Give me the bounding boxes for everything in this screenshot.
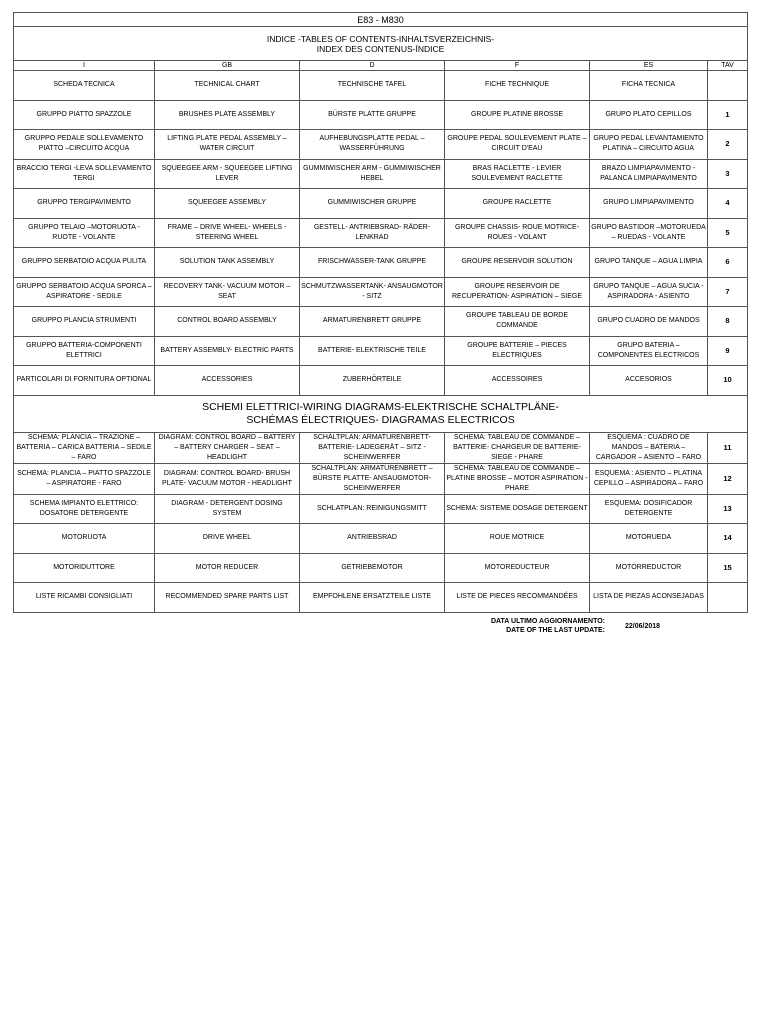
- wiring-row: [14, 553, 748, 583]
- cell-tav: 15: [708, 553, 748, 583]
- lang-header-gb: GB: [155, 61, 300, 71]
- cell-i: GRUPPO TERGIPAVIMENTO: [14, 189, 155, 219]
- cell-es: GRUPO BATERIA – COMPONENTES ELECTRICOS: [590, 336, 708, 366]
- cell-es: GRUPO CUADRO DE MANDOS: [590, 307, 708, 337]
- table-row: [14, 189, 748, 219]
- table-row: [14, 100, 748, 130]
- table-row: [14, 248, 748, 278]
- cell-tav: 9: [708, 336, 748, 366]
- cell-d: FRISCHWASSER-TANK GRUPPE: [300, 248, 445, 278]
- cell-i: BRACCIO TERGI -LEVA SOLLEVAMENTO TERGI: [14, 159, 155, 189]
- table-row: [14, 218, 748, 248]
- cell-es: ESQUEMA : CUADRO DE MANDOS – BATERIA – CARGADOR – ASIENTO – FARO: [590, 432, 708, 463]
- last-update-label: [425, 617, 605, 635]
- cell-i: SCHEMA: PLANCIA – PIATTO SPAZZOLE – ASPIRATORE - FARO: [14, 463, 155, 494]
- cell-tav: 1: [708, 100, 748, 130]
- cell-f: BRAS RACLETTE - LEVIER SOULEVEMENT RACLETTE: [445, 159, 590, 189]
- wiring-row: [14, 463, 748, 494]
- cell-f: GROUPE PLATINE BROSSE: [445, 100, 590, 130]
- table-row: [14, 277, 748, 307]
- cell-f: GROUPE PEDAL SOULEVEMENT PLATE – CIRCUIT D'EAU: [445, 130, 590, 160]
- cell-es: ESQUEMA: DOSIFICADOR DETERGENTE: [590, 494, 708, 524]
- cell-gb: DRIVE WHEEL: [155, 524, 300, 554]
- cell-tav: 8: [708, 307, 748, 337]
- cell-i: MOTORIDUTTORE: [14, 553, 155, 583]
- cell-tav: 14: [708, 524, 748, 554]
- cell-tav: 13: [708, 494, 748, 524]
- cell-gb: ACCESSORIES: [155, 366, 300, 396]
- cell-d: EMPFOHLENE ERSATZTEILE LISTE: [300, 583, 445, 613]
- wiring-row: [14, 524, 748, 554]
- cell-f: GROUPE RESERVOIR SOLUTION: [445, 248, 590, 278]
- cell-es: GRUPO TANQUE – AGUA SUCIA - ASPIRADORA - ASIENTO: [590, 277, 708, 307]
- last-update-label-en: DATE OF THE LAST UPDATE:: [506, 627, 605, 634]
- wiring-row: [14, 432, 748, 463]
- table-row: [14, 336, 748, 366]
- header-cell-i: SCHEDA TECNICA: [14, 71, 155, 101]
- cell-gb: DIAGRAM - DETERGENT DOSING SYSTEM: [155, 494, 300, 524]
- cell-d: GUMMIWISCHER ARM - GUMMIWISCHER HEBEL: [300, 159, 445, 189]
- cell-d: ANTRIEBSRAD: [300, 524, 445, 554]
- cell-gb: SQUEEGEE ASSEMBLY: [155, 189, 300, 219]
- cell-gb: RECOMMENDED SPARE PARTS LIST: [155, 583, 300, 613]
- cell-es: ACCESORIOS: [590, 366, 708, 396]
- index-heading-line1: INDICE -TABLES OF CONTENTS-INHALTSVERZEICHNIS-: [266, 33, 495, 44]
- header-cell-es: FICHA TECNICA: [590, 71, 708, 101]
- header-cell-f: FICHE TECHNIQUE: [445, 71, 590, 101]
- wiring-row: [14, 583, 748, 613]
- cell-f: GROUPE RESERVOIR DE RECUPERATION- ASPIRATION – SIEGE: [445, 277, 590, 307]
- cell-d: SCHALTPLAN: ARMATURENBRETT – BÜRSTE PLATTE- ANSAUGMOTOR- SCHEINWERFER: [300, 463, 445, 494]
- table-row: [14, 159, 748, 189]
- cell-gb: MOTOR REDUCER: [155, 553, 300, 583]
- cell-tav: 2: [708, 130, 748, 160]
- wiring-row: [14, 494, 748, 524]
- index-heading: [14, 27, 748, 61]
- header-cell-d: TECHNISCHE TAFEL: [300, 71, 445, 101]
- cell-i: GRUPPO BATTERIA-COMPONENTI ELETTRICI: [14, 336, 155, 366]
- table-row: [14, 130, 748, 160]
- cell-gb: DIAGRAM: CONTROL BOARD – BATTERY – BATTERY CHARGER – SEAT – HEADLIGHT: [155, 432, 300, 463]
- cell-f: SCHEMA: SISTEME DOSAGE DETERGENT: [445, 494, 590, 524]
- cell-tav: 5: [708, 218, 748, 248]
- lang-header-tav: TAV: [708, 61, 748, 71]
- cell-tav: [708, 583, 748, 613]
- cell-tav: 6: [708, 248, 748, 278]
- index-heading-line2: INDEX DES CONTENUS-ÍNDICE: [316, 43, 445, 54]
- cell-f: GROUPE TABLEAU DE BORDE COMMANDE: [445, 307, 590, 337]
- cell-gb: DIAGRAM: CONTROL BOARD- BRUSH PLATE- VACUUM MOTOR - HEADLIGHT: [155, 463, 300, 494]
- cell-tav: 7: [708, 277, 748, 307]
- cell-d: GESTELL- ANTRIEBSRAD- RÄDER- LENKRAD: [300, 218, 445, 248]
- cell-es: MOTORREDUCTOR: [590, 553, 708, 583]
- cell-d: GUMMIWISCHER GRUPPE: [300, 189, 445, 219]
- cell-tav: 3: [708, 159, 748, 189]
- cell-gb: SQUEEGEE ARM - SQUEEGEE LIFTING LEVER: [155, 159, 300, 189]
- lang-header-i: I: [14, 61, 155, 71]
- cell-i: PARTICOLARI DI FORNITURA OPTIONAL: [14, 366, 155, 396]
- cell-tav: 4: [708, 189, 748, 219]
- cell-tav: 11: [708, 432, 748, 463]
- cell-i: GRUPPO TELAIO –MOTORUOTA - RUOTE - VOLANTE: [14, 218, 155, 248]
- last-update-label-it: DATA ULTIMO AGGIORNAMENTO:: [490, 618, 605, 625]
- cell-d: GETRIEBEMOTOR: [300, 553, 445, 583]
- document-title: E83 - M830: [14, 13, 748, 27]
- last-update-date: 22/06/2018: [625, 623, 661, 630]
- cell-i: SCHEMA: PLANCIA – TRAZIONE – BATTERIA – CARICA BATTERIA – SEDILE – FARO: [14, 432, 155, 463]
- cell-d: AUFHEBUNGSPLATTE PEDAL – WASSERFÜHRUNG: [300, 130, 445, 160]
- header-cell-gb: TECHNICAL CHART: [155, 71, 300, 101]
- cell-i: GRUPPO SERBATOIO ACQUA SPORCA – ASPIRATORE - SEDILE: [14, 277, 155, 307]
- cell-d: ZUBERHÖRTEILE: [300, 366, 445, 396]
- cell-es: BRAZO LIMPIAPAVIMENTO - PALANCA LIMPIAPAVIMENTO: [590, 159, 708, 189]
- lang-header-es: ES: [590, 61, 708, 71]
- cell-d: SCHMUTZWASSERTANK- ANSAUGMOTOR - SITZ: [300, 277, 445, 307]
- cell-d: ARMATURENBRETT GRUPPE: [300, 307, 445, 337]
- cell-gb: FRAME – DRIVE WHEEL- WHEELS - STEERING WHEEL: [155, 218, 300, 248]
- language-header-row: [14, 61, 748, 71]
- cell-i: GRUPPO PEDALE SOLLEVAMENTO PIATTO –CIRCUITO ACQUA: [14, 130, 155, 160]
- header-cell-tav: [708, 71, 748, 101]
- table-row: [14, 366, 748, 396]
- cell-i: GRUPPO PIATTO SPAZZOLE: [14, 100, 155, 130]
- cell-i: SCHEMA IMPIANTO ELETTRICO: DOSATORE DETERGENTE: [14, 494, 155, 524]
- cell-es: MOTORUEDA: [590, 524, 708, 554]
- cell-f: MOTOREDUCTEUR: [445, 553, 590, 583]
- cell-es: LISTA DE PIEZAS ACONSEJADAS: [590, 583, 708, 613]
- cell-gb: BRUSHES PLATE ASSEMBLY: [155, 100, 300, 130]
- technical-chart-row: [14, 71, 748, 101]
- cell-gb: SOLUTION TANK ASSEMBLY: [155, 248, 300, 278]
- cell-f: ACCESSOIRES: [445, 366, 590, 396]
- cell-f: SCHEMA: TABLEAU DE COMMANDE – BATTERIE- CHARGEUR DE BATTERIE- SIEGE - PHARE: [445, 432, 590, 463]
- cell-i: MOTORUOTA: [14, 524, 155, 554]
- lang-header-f: F: [445, 61, 590, 71]
- wiring-heading-line1: SCHEMI ELETTRICI-WIRING DIAGRAMS-ELEKTRISCHE SCHALTPLÄNE-: [202, 400, 559, 413]
- cell-f: GROUPE CHASSIS- ROUE MOTRICE- ROUES - VOLANT: [445, 218, 590, 248]
- cell-gb: RECOVERY TANK- VACUUM MOTOR – SEAT: [155, 277, 300, 307]
- cell-gb: LIFTING PLATE PEDAL ASSEMBLY – WATER CIRCUIT: [155, 130, 300, 160]
- cell-d: SCHALTPLAN: ARMATURENBRETT- BATTERIE- LADEGERÄT – SITZ - SCHEINWERFER: [300, 432, 445, 463]
- cell-f: SCHEMA: TABLEAU DE COMMANDE – PLATINE BROSSE – MOTOR ASPIRATION - PHARE: [445, 463, 590, 494]
- cell-d: SCHLATPLAN: REINIGUNGSMITT: [300, 494, 445, 524]
- cell-es: GRUPO PLATO CEPILLOS: [590, 100, 708, 130]
- cell-i: GRUPPO SERBATOIO ACQUA PULITA: [14, 248, 155, 278]
- wiring-heading-line2: SCHÉMAS ÉLECTRIQUES- DIAGRAMAS ELECTRICOS: [246, 413, 515, 426]
- cell-i: GRUPPO PLANCIA STRUMENTI: [14, 307, 155, 337]
- cell-i: LISTE RICAMBI CONSIGLIATI: [14, 583, 155, 613]
- cell-tav: 12: [708, 463, 748, 494]
- cell-f: GROUPE RACLETTE: [445, 189, 590, 219]
- index-sheet: [13, 12, 747, 613]
- lang-header-d: D: [300, 61, 445, 71]
- cell-es: GRUPO BASTIDOR –MOTORUEDA – RUEDAS - VOLANTE: [590, 218, 708, 248]
- cell-es: GRUPO LIMPIAPAVIMENTO: [590, 189, 708, 219]
- cell-tav: 10: [708, 366, 748, 396]
- cell-d: BÜRSTE PLATTE GRUPPE: [300, 100, 445, 130]
- cell-d: BATTERIE- ELEKTRISCHE TEILE: [300, 336, 445, 366]
- cell-f: GROUPE BATTERIE – PIECES ELECTRIQUES: [445, 336, 590, 366]
- wiring-heading: [14, 395, 748, 432]
- cell-es: GRUPO TANQUE – AGUA LIMPIA: [590, 248, 708, 278]
- cell-f: ROUE MOTRICE: [445, 524, 590, 554]
- table-row: [14, 307, 748, 337]
- index-table: [13, 12, 748, 613]
- cell-gb: BATTERY ASSEMBLY- ELECTRIC PARTS: [155, 336, 300, 366]
- cell-f: LISTE DE PIECES RECOMMANDÉES: [445, 583, 590, 613]
- cell-es: ESQUEMA : ASIENTO – PLATINA CEPILLO – ASPIRADORA – FARO: [590, 463, 708, 494]
- cell-gb: CONTROL BOARD ASSEMBLY: [155, 307, 300, 337]
- cell-es: GRUPO PEDAL LEVANTAMIENTO PLATINA – CIRCUITO AGUA: [590, 130, 708, 160]
